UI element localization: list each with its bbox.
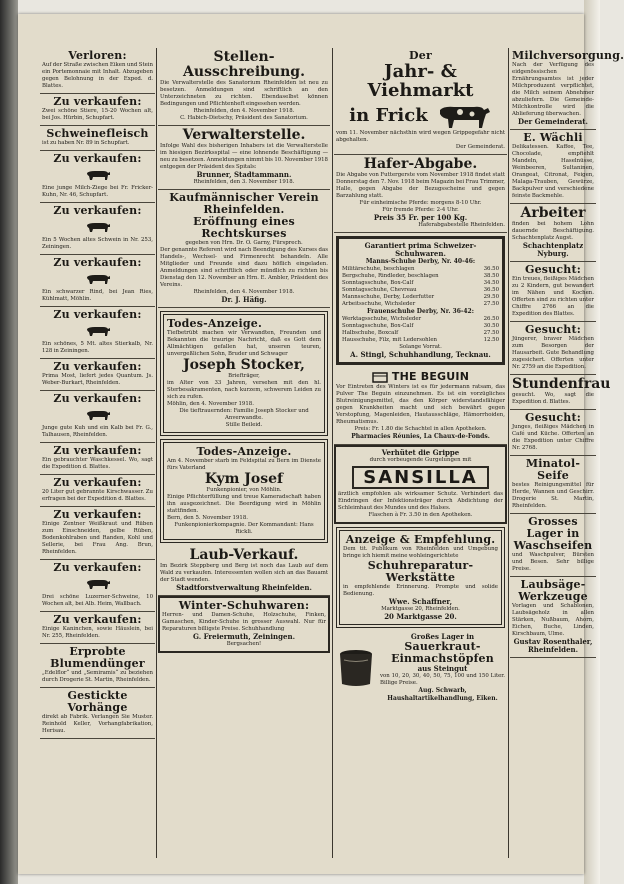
calf-icon bbox=[85, 322, 111, 341]
ad-heading: Todes-Anzeige. bbox=[167, 317, 262, 330]
ad-text: Eine junge Milch-Ziege bei Fr. Fricker-Kuhn, Nr. 46, Schupfart. bbox=[42, 185, 153, 198]
ad-stellen bbox=[158, 48, 330, 126]
ad-heading: Arbeiter bbox=[520, 205, 586, 221]
deceased-name: Joseph Stocker, bbox=[183, 357, 305, 373]
ad-signature: Aug. Schwarb, Haushaltartikelhandlung, Eiken. bbox=[387, 687, 498, 702]
ad-heading: Zu verkaufen: bbox=[53, 508, 142, 521]
ad-date: Rheinfelden, den 4. November 1918. bbox=[193, 289, 295, 295]
ad-heading: Winter-Schuhwaren: bbox=[178, 599, 310, 612]
ad-signature: Der Gemeinderat. bbox=[455, 144, 505, 150]
ad-heading: Gesucht: bbox=[524, 263, 582, 276]
ad-text: „Edelflor“ und „Semiramis“ zu beziehen durch Drogerie St. Martin, Rheinfelden. bbox=[42, 670, 153, 683]
ad-text: und Waschpulver, Bürsten und Besen. Sehr billige Preise. bbox=[512, 552, 594, 572]
ad-text: Dem tit. Publikum von Rheinfelden und Umgebung bringe ich hiemit meine wohleingerichtete bbox=[343, 546, 498, 559]
price-item: Halbschuhe, Boxcalf bbox=[342, 330, 399, 336]
ad-heading: Kaufmännischer Verein Rheinfelden. bbox=[169, 191, 319, 216]
ad-text: Ein 5 Wochen altes Schwein in Nr. 253, Zeiningen. bbox=[42, 237, 153, 250]
ad-section-men: Manns-Schuhe Derby, Nr. 40-46: bbox=[365, 258, 476, 265]
ad-text: Junge gute Kuh und ein Kalb bei Fr. G., Talhausen, Rheinfelden. bbox=[42, 425, 153, 438]
newspaper-page bbox=[18, 14, 624, 874]
ad-date: Rheinfelden, den 3. November 1918. bbox=[193, 179, 295, 185]
crock-pot-icon bbox=[336, 648, 376, 688]
ad-schuhreparatur bbox=[336, 527, 505, 628]
ad-text: Herren- und Damen-Schuhe, Holzschuhe, Finken, Gamaschen, Kinder-Schuhe in grosser Auswahl. Nur für Reparaturen billigste Preise. Schuhhandlung bbox=[162, 612, 326, 632]
ad-heading: Verhütet die Grippe bbox=[381, 448, 460, 457]
price-item: Sonntagsschuhe, Box-Calf bbox=[342, 280, 414, 286]
ad-signature: Dr. J. Häfig. bbox=[221, 295, 267, 304]
ad-heading: Zu verkaufen: bbox=[53, 308, 142, 321]
ad-schedule-1: Für einheimische Pferde: morgens 8-10 Uhr. bbox=[359, 200, 482, 206]
ad-heading: Erprobte Blumendünger bbox=[50, 645, 145, 670]
ad-text: Einige Zentner Weißkraut und Rüben zum Einschneiden, gelbe Rüben, Bodenkohlraben und Randen, Kohl und Sellerie, bei Frau Ang. Brun, Rheinfelden. bbox=[42, 521, 153, 555]
ad-heading: E. Wächli bbox=[523, 131, 583, 144]
price-value: 27.50 bbox=[483, 301, 499, 307]
ad-text: 20 Liter gut gebrannte Kirschwasser. Zu erfragen bei der Expedition d. Blattes. bbox=[42, 489, 153, 502]
ad-heading: Laub-Verkauf. bbox=[189, 547, 299, 563]
ad-heading: Großes Lager in bbox=[410, 632, 475, 641]
deceased-role: Briefträger, bbox=[228, 373, 260, 379]
classified-ad bbox=[40, 151, 155, 203]
ad-schuhwaren bbox=[336, 236, 505, 365]
obituary-kym bbox=[160, 439, 328, 543]
ad-heading: Minatol-Seife bbox=[525, 457, 581, 482]
price-row bbox=[342, 301, 499, 308]
ad-heading: Laubsäge-Werkzeuge bbox=[518, 578, 588, 603]
ad-schedule-2: Für fremde Pferde: 2-4 Uhr. bbox=[382, 207, 459, 213]
business-ad bbox=[510, 375, 611, 410]
ad-note: Stille Beileid. bbox=[225, 422, 263, 428]
ad-text: Drei schöne Luzerner-Schweine, 10 Wochen alt, bei Alb. Heim, Wallbach. bbox=[42, 594, 153, 607]
ad-signature: Schachtenplatz Nyburg. bbox=[522, 241, 584, 258]
ad-heading: Gesucht: bbox=[524, 323, 582, 336]
business-ad bbox=[510, 322, 596, 375]
ad-signature: Pharmacies Réunies, La Chaux-de-Fonds. bbox=[351, 433, 490, 440]
ad-text: Einige Pflichterfüllung und treue Kameradschaft haben ihn ausgezeichnet. Die Beerdigung wird in Möhlin stattfinden. bbox=[167, 494, 321, 514]
ad-text: Zwei schöne Stiere, 15-20 Wochen alt, bei Jos. Hürbin, Schupfart. bbox=[42, 108, 153, 121]
price-item: Mannsschuhe, Derby, Lederfutter bbox=[342, 294, 435, 300]
ad-heading: Todes-Anzeige. bbox=[196, 445, 292, 458]
ad-text: Die Verwalterstelle des Sanatorium Rheinfelden ist neu zu besetzen. Anmeldungen sind schriftlich an den Unterzeichneten zu richten. Ebendaselbst können Bedingungen und Pflichtenheft eingesehen werden. bbox=[160, 80, 328, 107]
ad-heading: Verwalterstelle. bbox=[182, 127, 306, 143]
column-rule bbox=[156, 48, 157, 858]
price-item: Werktagsschuhe, Wichsleder bbox=[342, 316, 422, 322]
bull-icon bbox=[85, 270, 111, 289]
ad-heading: Garantiert prima Schweizer-Schuhwaren. bbox=[364, 241, 477, 258]
ad-text: Infolge Wahl des bisherigen Inhabers ist die Verwalterstelle im hiesigen Bezirksspital — eine lohnende Beschäftigung — neu zu besetzen. Anmeldungen nimmt bis 10. November 1918 entgegen der Präsident des Spitals: bbox=[160, 143, 328, 170]
ad-heading: Hafer-Abgabe. bbox=[363, 156, 478, 172]
classified-ad bbox=[40, 507, 155, 560]
classified-ad bbox=[40, 94, 155, 126]
ad-heading: Verloren: bbox=[68, 49, 127, 62]
ad-heading: Zu verkaufen: bbox=[53, 360, 142, 373]
ad-heading: Stundenfrau bbox=[512, 376, 611, 392]
ad-heading: Zu verkaufen: bbox=[53, 613, 142, 626]
price-list-women bbox=[342, 316, 499, 344]
business-ad bbox=[510, 130, 596, 204]
price-value: 26.50 bbox=[483, 316, 499, 322]
ad-heading: Schweinefleisch bbox=[46, 127, 149, 140]
price-value: 36.50 bbox=[483, 287, 499, 293]
classified-ad bbox=[40, 359, 155, 391]
ad-address: Marktgasse 20, Rheinfelden. bbox=[381, 606, 460, 612]
price-row bbox=[342, 330, 499, 337]
ad-text: ärztlich empfohlen als wirksamer Schutz. Verhindert das Eindringen der Infektionsträger durch Abdichtung der Schleimhaut des Mundes und des Halses. bbox=[338, 491, 503, 511]
pig-icon bbox=[85, 218, 111, 237]
ad-viehmarkt bbox=[334, 48, 507, 155]
ad-signature: A. Stingl, Schuhhandlung, Tecknau. bbox=[350, 350, 491, 359]
ad-signature: Haferabgabestelle Rheinfelden. bbox=[418, 222, 505, 228]
ad-signature: Wwe. Schaffner, bbox=[388, 597, 453, 606]
ad-text: Vor Eintreten des Winters ist es für jedermann ratsam, das Pulver The Beguin einzunehmen. Es ist ein vorzügliches Blutreinigungsmittel, das den Körper widerstandsfähiger gegen Krankheiten macht und sich bewährt gegen Verstopfung, Magenleiden, Hautausschläge, Hämorrhoiden, Rheumatismus. bbox=[336, 384, 505, 425]
ad-signature: Die tieftrauernden: Familie Joseph Stocker und Anverwandte. bbox=[179, 408, 309, 421]
ad-heading: Stellen-Ausschreibung. bbox=[183, 49, 305, 80]
price-value: 36.50 bbox=[483, 266, 499, 272]
ad-text: Ein schönes, 5 Mt. altes Stierkalb, Nr. 128 in Zeiningen. bbox=[42, 341, 153, 354]
ad-text: Am 4. November starb im Feldspital zu Bern im Dienste fürs Vaterland bbox=[167, 458, 321, 471]
ad-lecturer: gegeben von Hrn. Dr. O. Garny, Fürsprech. bbox=[185, 240, 303, 246]
ad-text: durch vorbeugende Gurgelungen mit bbox=[369, 457, 472, 463]
pig-icon bbox=[85, 575, 111, 594]
ad-heading-small: Der bbox=[409, 49, 432, 62]
ad-text: in empfehlende Erinnerung. Prompte und solide Bedienung. bbox=[343, 584, 498, 597]
price-list-men bbox=[342, 266, 499, 308]
ad-subheading: Eröffnung eines Rechtskurses bbox=[193, 215, 295, 240]
column-rule bbox=[332, 48, 333, 858]
classified-ad bbox=[40, 48, 155, 94]
ad-laub bbox=[158, 546, 330, 596]
book-binding bbox=[0, 0, 18, 884]
ad-heading: Zu verkaufen: bbox=[53, 95, 142, 108]
price-row bbox=[342, 294, 499, 301]
ad-heading-3: aus Steingut bbox=[417, 664, 468, 673]
price-row bbox=[342, 280, 499, 287]
price-value: 29.50 bbox=[483, 294, 499, 300]
price-item: Bergschuhe, Rindleder, beschlagen bbox=[342, 273, 439, 279]
column-business bbox=[510, 48, 624, 858]
ad-heading: Gesucht: bbox=[524, 411, 582, 424]
ad-signature: Stadtforstverwaltung Rheinfelden. bbox=[176, 583, 312, 592]
ad-heading: Anzeige & Empfehlung. bbox=[345, 533, 496, 546]
obituary-stocker bbox=[160, 311, 328, 436]
ad-text: von 10, 20, 30, 40, 50, 75, 100 und 150 Liter. Billige Preise. bbox=[380, 673, 505, 686]
ad-signature: Brunner, Stadtammann. bbox=[196, 170, 292, 179]
price-value: 12.50 bbox=[483, 337, 499, 343]
ad-verein bbox=[158, 190, 330, 308]
price-row bbox=[342, 287, 499, 294]
column-rule bbox=[508, 48, 509, 858]
pill-box-icon bbox=[372, 370, 388, 384]
cow-icon bbox=[434, 100, 492, 130]
ad-heading: Milchversorgung. bbox=[512, 49, 624, 62]
ad-price: Preis 35 Fr. per 100 Kg. bbox=[373, 213, 468, 222]
ad-note: Solange Vorrat. bbox=[399, 344, 442, 350]
ad-winter bbox=[158, 596, 330, 653]
ad-text: finden bei hohem Lohn dauernde Beschäftigung. Schachtenplatz Augst. bbox=[512, 221, 594, 241]
price-row bbox=[342, 266, 499, 273]
ad-signature: Funkenpionierkompagnie. Der Kommandant: Hans Rickli. bbox=[174, 522, 314, 535]
ad-text: bestes Reinigungsmittel für Herde, Wannen und Geschirr. Drogerie St. Martin, Rheinfelden. bbox=[512, 482, 594, 509]
ad-text: Ein schwarzer Rind, bei Jean Ries, Kühlmatt, Möhlin. bbox=[42, 289, 153, 302]
classified-ad bbox=[40, 126, 155, 151]
classified-ad bbox=[40, 644, 155, 688]
ad-heading: Zu verkaufen: bbox=[53, 392, 142, 405]
ad-hafer bbox=[334, 155, 507, 233]
ad-text: Vorlagen und Schablonen, Laubsägeholz in allen Stärken, Nußbaum, Ahorn, Eichen, Buche, Linden, Kirschbaum, Ulme. bbox=[512, 603, 594, 637]
price-item: Militärschuhe, beschlagen bbox=[342, 266, 415, 272]
ad-location: in Frick bbox=[349, 104, 428, 126]
ad-text: Nach der Verfügung des eidgenössischen Ernährungsamtes ist jeder Milchproduzent verpflichtet, die Milch seinem Abnehmer abzuliefern. Die Gemeinde-Milchkontrolle wird die Ablieferung überwachen. bbox=[512, 62, 594, 117]
ad-heading-2: Sauerkraut- Einmachstöpfen bbox=[391, 640, 494, 665]
ad-text: Einige Kaninchen, sowie Häuslein, bei Nr. 255, Rheinfelden. bbox=[42, 626, 153, 639]
ad-date: Rheinfelden, den 4. November 1918. bbox=[193, 108, 295, 114]
classified-ad bbox=[40, 560, 155, 612]
price-value: 34.50 bbox=[483, 280, 499, 286]
ad-einmachtoepfe bbox=[334, 631, 507, 706]
ad-text: Die Abgabe von Futtergerste vom November 1918 findet statt Donnerstag den 7. Nov. 1918 beim Magazin bei Frau Trimmer, Halle, gegen Abgabe der Bezugsscheine und gegen Barzahlung statt. bbox=[336, 172, 505, 199]
column-classifieds bbox=[40, 48, 155, 858]
ad-heading-2: Waschseifen bbox=[513, 539, 593, 552]
ad-text: ist zu haben Nr. 89 in Schupfart. bbox=[42, 140, 130, 146]
classified-ad bbox=[40, 203, 155, 255]
cow-icon bbox=[85, 406, 111, 425]
ad-heading: Zu verkaufen: bbox=[53, 204, 142, 217]
ad-text: Delikatessen. Kaffee, Tee, Chocolade, empfiehlt Mandeln, Haselnüsse, Weinbeeren, Sultaninen, Orangeat, Citronat, Feigen, Malaga-Trauben, Gewürze, Backpulver und verschiedene feinste Backmehle. bbox=[512, 144, 594, 199]
price-value: 30.50 bbox=[483, 323, 499, 329]
ad-date: Bern, den 5. November 1918. bbox=[167, 515, 248, 521]
ad-text: Prima Most, liefert jedes Quantum. Js. Weber-Burkart, Rheinfelden. bbox=[42, 373, 153, 386]
ad-signature: Der Gemeinderat. bbox=[518, 117, 588, 126]
ad-text: Ein gebrauchter Waschkessel. Wo, sagt die Expedition d. Blattes. bbox=[42, 457, 153, 470]
ad-heading: Zu verkaufen: bbox=[53, 444, 142, 457]
price-row bbox=[342, 323, 499, 330]
business-ad bbox=[510, 577, 596, 658]
ad-date: Möhlin, den 4. November 1918. bbox=[167, 401, 254, 407]
classified-ad bbox=[40, 612, 155, 644]
ad-side-label: Bergsachen! bbox=[226, 641, 262, 647]
ad-heading: Zu verkaufen: bbox=[53, 152, 142, 165]
business-ad bbox=[510, 410, 596, 456]
business-ad bbox=[510, 514, 596, 577]
classified-ad bbox=[40, 443, 155, 475]
ad-heading: Jahr- & Viehmarkt bbox=[367, 61, 474, 101]
business-ad bbox=[510, 48, 624, 130]
price-item: Hausschuhe, Filz, mit Ledersohlen bbox=[342, 337, 437, 343]
ad-text: im Alter von 33 Jahren, versehen mit den hl. Sterbesakramenten, nach kurzem, schwerem Leiden zu sich zu rufen. bbox=[167, 380, 321, 400]
classified-ad bbox=[40, 391, 155, 443]
ad-text: Jüngerer, braver Mädchen zum Besorgen der Hausarbeit. Gute Behandlung zugesichert. Offerten unter Nr. 2759 an die Expedition. bbox=[512, 336, 594, 370]
ad-signature: G. Freiermuth, Zeiningen. bbox=[192, 632, 296, 641]
ad-heading: Zu verkaufen: bbox=[53, 561, 142, 574]
price-row bbox=[342, 337, 499, 344]
price-value: 27.50 bbox=[483, 330, 499, 336]
classified-ad bbox=[40, 307, 155, 359]
ad-text: gesucht. Wo, sagt die Expedition d. Blattes. bbox=[512, 392, 594, 405]
ad-price: Preis: Fr. 1.80 die Schachtel in allen Apotheken. bbox=[354, 426, 487, 432]
ad-beguin bbox=[334, 368, 507, 445]
ad-text: Der genannte Referent wird nach Beendigung des Kurses das Handels-, Wechsel- und Firmenrecht behandeln. Alle Mitglieder und Freunde sind dazu höflich eingeladen. Anmeldungen sind schriftlich oder mündlich zu richten bis Dienstag den 12. November an Hrn. E. Ambler, Präsident des Vereins. bbox=[160, 247, 328, 288]
classified-ad bbox=[40, 688, 155, 739]
ad-text: Im Bezirk Steppberg und Berg ist noch das Laub auf dem Wald zu verkaufen. Interessenten wollen sich an das Bauamt der Stadt wenden. bbox=[160, 563, 328, 583]
business-ad bbox=[510, 262, 596, 322]
goat-icon bbox=[85, 166, 111, 185]
price-item: Sonntagsschuhe, Box-Calf bbox=[342, 323, 414, 329]
ad-verwalter bbox=[158, 126, 330, 190]
ad-text: direkt ab Fabrik. Verlangen Sie Muster. Reinhold Keller, Vorhangfabrikation, Herisau. bbox=[42, 714, 153, 734]
ad-section-women: Frauenschuhe Derby, Nr. 36-42: bbox=[367, 308, 474, 315]
ad-text: vom 11. November nächsthin wird wegen Grippegefahr nicht abgehalten. bbox=[336, 130, 505, 143]
ad-signature: C. Habich-Dietschy, Präsident des Sanatorium. bbox=[180, 115, 308, 121]
deceased-name: Kym Josef bbox=[204, 471, 284, 487]
ad-heading: Zu verkaufen: bbox=[53, 476, 142, 489]
ad-heading: Gestickte Vorhänge bbox=[67, 689, 128, 714]
deceased-role: Funkenpionier, von Möhlin. bbox=[206, 487, 282, 493]
ad-signature: Gustav Rosenthaler, Rheinfelden. bbox=[513, 637, 593, 654]
ad-heading: Grosses Lager in bbox=[526, 515, 580, 540]
classified-ad bbox=[40, 255, 155, 307]
price-item: Sonntagsschuhe, Chevreau bbox=[342, 287, 417, 293]
price-row bbox=[342, 316, 499, 323]
price-item: Arbeitsschuhe, Wichsleder bbox=[342, 301, 416, 307]
product-name: SANSILLA bbox=[352, 466, 489, 489]
ad-heading: Zu verkaufen: bbox=[53, 256, 142, 269]
business-ad bbox=[510, 204, 596, 262]
ad-price: Flaschen à Fr. 3.50 in den Apotheken. bbox=[368, 512, 473, 518]
column-ads bbox=[334, 48, 507, 858]
ad-text: Junges, fleißiges Mädchen in Café und Küche. Offerten an die Expedition unter Chiffre Nr. 2768. bbox=[512, 424, 594, 451]
ad-text: Ein treues, fleißiges Mädchen zu 2 Kindern, gut bewandert im Nähen und Kochen. Offerten sind zu richten unter Chiffre 2766 an die Expedition des Blattes. bbox=[512, 276, 594, 317]
classified-ad bbox=[40, 475, 155, 507]
business-ad bbox=[510, 456, 596, 514]
ad-text: Auf der Straße zwischen Eiken und Stein ein Portemonnaie mit Inhalt. Abzugeben gegen Belohnung in der Exped. d. Blattes. bbox=[42, 62, 153, 89]
ad-street: 20 Marktgasse 20. bbox=[384, 612, 457, 621]
business-name: Schuhreparatur-Werkstätte bbox=[367, 559, 474, 584]
column-notices bbox=[158, 48, 330, 858]
price-value: 38.50 bbox=[483, 273, 499, 279]
ad-text: Tiefbetrübt machen wir Verwandten, Freunden und Bekannten die traurige Nachricht, daß es Gott dem Allmächtigen gefallen hat, unseren teuren, unvergeßlichen Sohn, Bruder und Schwager bbox=[167, 330, 321, 357]
ad-heading: THE BEGUIN bbox=[391, 370, 470, 383]
price-row bbox=[342, 273, 499, 280]
ad-sansilla bbox=[334, 445, 507, 524]
